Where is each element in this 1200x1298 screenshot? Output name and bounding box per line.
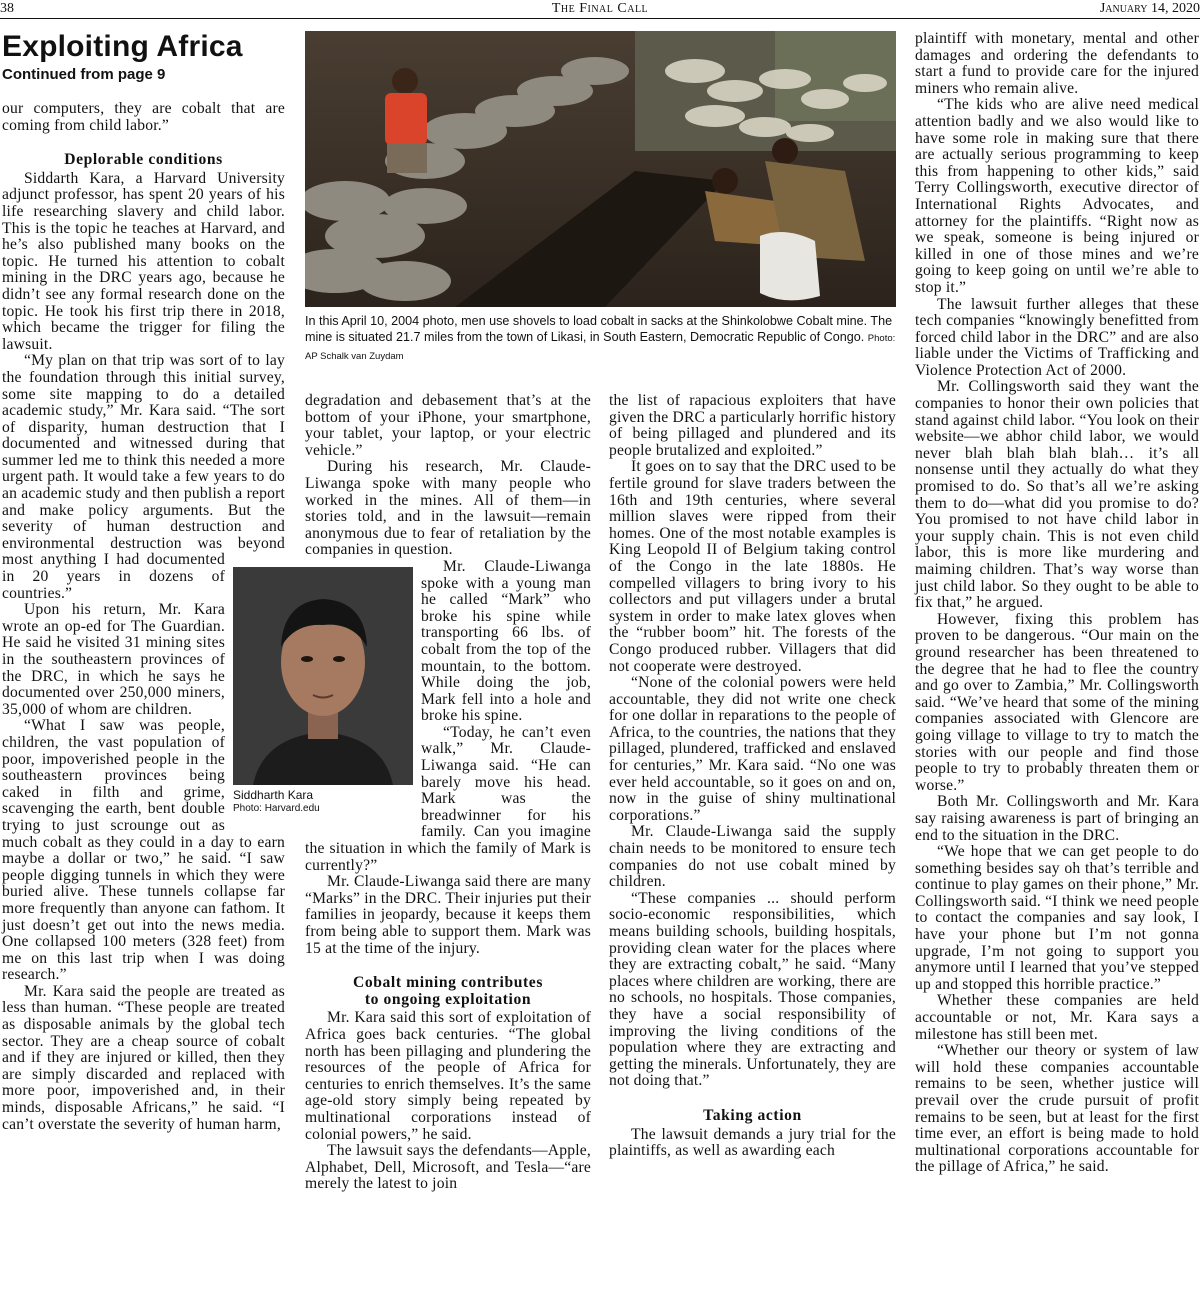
continued-from: Continued from page 9 bbox=[2, 66, 166, 83]
paragraph: Mr. Claude-Liwanga said the supply chain needs to be monitored to ensure tech companies do not use cobalt mined by children. bbox=[609, 823, 896, 891]
paragraph: It goes on to say that the DRC used to be fertile ground for slave traders between the 16th and 19th centuries, where several million slaves were ripped from their homes. One of the most notable examples is King Leopold II of Belgium taking control of the Congo in the late 1880s. He compelled villagers to bring ivory to his collectors and put villagers under a brutal system in order to make latex gloves when the “rubber boom” hit. The forests of the Congo produced rubber. Villagers that did not cooperate were destroyed. bbox=[609, 458, 896, 675]
paragraph: “My plan on that trip was sort of to lay the foundation through this initial survey, some site mapping to do a detailed academic study,” Mr. Kara said. “The sort of disparity, human destruction that I documented and witnessed during that summer led me to think this needed a more urgent path. It would take a few years to do an academic study and then publish a report and make policy arguments. But the severity of human destruction and environmental destruction was beyond most anything I had documented in 20 years in dozens of countries.” bbox=[2, 352, 285, 602]
mine-photo-image bbox=[305, 31, 896, 307]
paragraph: During his research, Mr. Claude-Liwanga spoke with many people who worked in the mines. All of them—in stories told, and in the lawsuit—remain anonymous due to fear of retaliation by the companies in question. bbox=[305, 458, 591, 559]
paragraph: Both Mr. Collingsworth and Mr. Kara say raising awareness is part of bringing an end to the situation in the DRC. bbox=[915, 793, 1199, 844]
subhead-line: to ongoing exploitation bbox=[364, 990, 532, 1008]
subhead-deplorable-conditions: Deplorable conditions bbox=[64, 151, 223, 169]
paragraph: “Today, he can’t even walk,” Mr. Claude-Liwanga said. “He can barely move his head. Mark was the breadwinner for his family. Can you imagine the situation in which the family of Mark is currently?” bbox=[305, 723, 591, 874]
publication-name: The Final Call bbox=[551, 1, 649, 16]
photo-credit: Photo: AP Schalk van Zuydam bbox=[305, 333, 896, 362]
paragraph: “What I saw was people, children, the vast population of poor, impoverished people in the southeastern provinces being caked in filth and grime, scavenging the earth, bent double trying to just scrounge out as much cobalt as they could in a day to earn maybe a dollar or two,” he said. “I saw people digging tunnels in which they were buried alive. These tunnels collapse far more frequently than anyone can fathom. It just doesn’t get out into the news media. One collapsed 100 meters (328 feet) from me on this last trip when I was doing research.” bbox=[2, 717, 285, 984]
photo-caption bbox=[305, 313, 897, 365]
portrait-credit: Photo: Harvard.edu bbox=[233, 803, 320, 814]
paragraph: our computers, they are cobalt that are coming from child labor.” bbox=[2, 100, 285, 134]
photo-caption-text: In this April 10, 2004 photo, men use shovels to load cobalt in sacks at the Shinkolobwe Cobalt mine. The mine is situated 21.7 miles from the town of Likasi, in South Eastern, Democratic Republic of Congo. bbox=[305, 314, 893, 344]
subhead-taking-action: Taking action bbox=[703, 1106, 802, 1124]
page-number: 38 bbox=[0, 1, 14, 16]
column-2 bbox=[305, 393, 591, 1193]
paragraph: Mr. Kara said this sort of exploitation of Africa goes back centuries. “The global north has been pillaging and plundering the resources of the people of Africa for centuries to enrich themselves. It’s the same age-old story simply being repeated by multinational corporations instead of colonial powers,” he said. bbox=[305, 1009, 591, 1143]
paragraph: degradation and debasement that’s at the bottom of your iPhone, your smartphone, your tablet, your laptop, or your electric vehicle.” bbox=[305, 392, 591, 459]
paragraph: Whether these companies are held accountable or not, Mr. Kara says a milestone has still been met. bbox=[915, 992, 1199, 1043]
paragraph: Mr. Claude-Liwanga spoke with a young man he called “Mark” who broke his spine while transporting 66 lbs. of cobalt from the top of the mountain, to the bottom. While doing the job, Mark fell into a hole and broke his spine. bbox=[421, 557, 591, 725]
paragraph: The lawsuit demands a jury trial for the plaintiffs, as well as awarding each bbox=[609, 1125, 896, 1160]
paragraph: The lawsuit says the defendants—Apple, Alphabet, Dell, Microsoft, and Tesla—“are merely the latest to join bbox=[305, 1142, 591, 1193]
paragraph: Siddarth Kara, a Harvard University adjunct professor, has spent 20 years of his life researching slavery and child labor. This is the topic he teaches at Harvard, and he’s also published many books on the topic. He turned his attention to cobalt mining in the DRC years ago, because he didn’t see any formal research done on the topic. He took his first trip there in 2018, which became the trigger for filing the lawsuit. bbox=[2, 169, 285, 353]
paragraph: Mr. Claude-Liwanga said there are many “Marks” in the DRC. Their injuries put their families in jeopardy, because it keeps them from being able to support them. Mark was 15 at the time of the injury. bbox=[305, 873, 591, 957]
paragraph: Mr. Kara said the people are treated as less than human. “These people are treated as disposable animals by the global tech sector. They are a cheap source of cobalt and if they are injured or killed, then they are simply discarded and replaced with more poor, impoverished and, in their minds, disposable Africans,” he said. “I can’t overstate the severity of human harm, bbox=[2, 982, 285, 1133]
mine-photo bbox=[305, 31, 896, 307]
paragraph: Upon his return, Mr. Kara wrote an op-ed for The Guardian. He said he visited 31 mining sites in the southeastern provinces of the DRC, in which he says he documented over 250,000 miners, 35,000 of whom are children. bbox=[2, 601, 225, 718]
portrait-name: Siddharth Kara bbox=[233, 788, 314, 802]
column-4 bbox=[915, 31, 1199, 1176]
portrait-wrap-spacer-2 bbox=[305, 563, 421, 825]
paragraph: “These companies ... should perform socio-economic responsibilities, which means building schools, building hospitals, providing clean water for the places where they are extracting cobalt,” he said. “Many places where children are working, there are no schools, no hospitals. Those companies, they have a social responsibility of improving the living conditions of the population where they are extracting and getting the minerals. Unfortunately, they are not doing that.” bbox=[609, 889, 896, 1090]
article-title: Exploiting Africa bbox=[2, 30, 243, 63]
paragraph: The lawsuit further alleges that these tech companies “knowingly benefitted from forced child labor in the DRC” and are also liable under the Victims of Trafficking and Violence Protection Act of 2000. bbox=[915, 295, 1199, 379]
issue-date: January 14, 2020 bbox=[1099, 1, 1200, 16]
paragraph: plaintiff with monetary, mental and other damages and ordering the defendants to start a fund to provide care for the injured miners who remain alive. bbox=[915, 30, 1199, 97]
subhead-cobalt-mining bbox=[305, 975, 591, 1008]
subhead-line: Cobalt mining contributes bbox=[352, 974, 543, 992]
paragraph: “The kids who are alive need medical attention badly and we also would like to have some role in making sure that there are actually serious programming to keep this from happening to other kids,” said Terry Collingsworth, executive director of International Rights Advocates, and attorney for the plaintiffs. “Right now as we speak, someone is being injured or killed in one of those mines and we’re going to keep going on until we’re able to stop it.” bbox=[915, 96, 1199, 296]
paragraph: the list of rapacious exploiters that have given the DRC a particularly horrific history of being pillaged and plundered and its people brutalized and exploited.” bbox=[609, 392, 897, 459]
paragraph: However, fixing this problem has proven to be dangerous. “Our main on the ground researcher has been threatened to the degree that he had to flee the country and go over to Zambia,” Mr. Collingsworth said. “We’ve heard that some of the mining companies associated with Glencore are going village to village to try to match the stories with our people and find those people to try to probably threaten them or worse.” bbox=[915, 610, 1199, 794]
paragraph: Mr. Collingsworth said they want the companies to honor their own policies that stand against child labor. “You look on their website—we abhor child labor, we would never blah blah blah blah… it’s all nonsense until they actually do what they promised to do. So that’s all we’re asking them to do—what did you promise to do? You promised to not have child labor in your supply chain. This is not even child labor, this is more like murdering and maiming children. That’s way worse than just child labor. So they ought to be able to fix that,” he argued. bbox=[915, 378, 1199, 612]
column-3 bbox=[609, 393, 896, 1160]
page-header bbox=[0, 0, 1200, 19]
paragraph: “None of the colonial powers were held accountable, they did not write one check for one dollar in reparations to the people of Africa, to the countries, the nations that they pillaged, plundered, trafficked and enslaved for centuries,” Mr. Kara said. “No one was ever held accountable, so it goes on and on, now in the guise of shiny multinational corporations.” bbox=[609, 674, 896, 824]
paragraph: “We hope that we can get people to do something besides say oh that’s terrible and continue to play games on their phone,” Mr. Collingsworth said. “I think we need people to contact the companies and say look, I have your phone but I’m not gonna upgrade, I’m not going to support you anymore until I learned that you’ve stepped up and stopped this horrible practice.” bbox=[915, 843, 1199, 993]
paragraph: “Whether our theory or system of law will hold these companies accountable remains to be seen, whether justice will prevail over the crude pursuit of profit remains to be seen, but at least for the first time ever, an effort is being made to hold multinational corporations accountable for the pillage of Africa,” he said. bbox=[915, 1042, 1199, 1176]
